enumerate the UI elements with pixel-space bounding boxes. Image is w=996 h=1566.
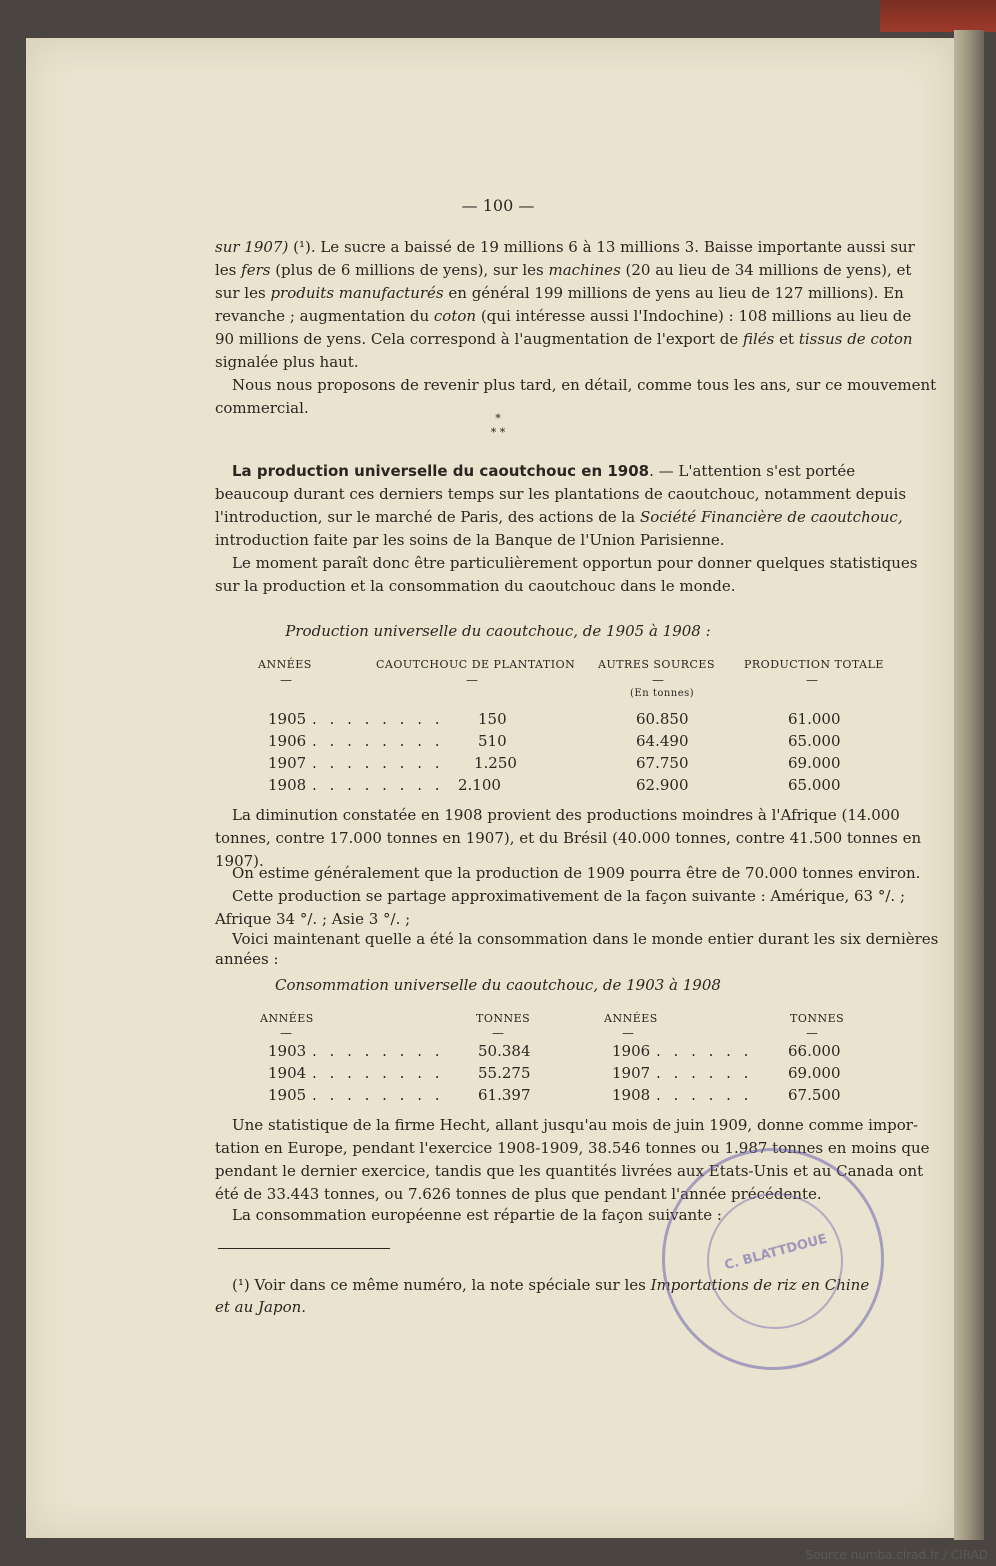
source-credit: Source numba.cirad.fr / CIRAD xyxy=(805,1548,988,1562)
page-edge xyxy=(954,30,984,1540)
footnote-line1: (¹) Voir dans ce même numéro, la note spéciale sur les Importations de riz en Chine xyxy=(232,1276,870,1294)
para1-line2: les fers (plus de 6 millions de yens), sur les machines (20 au lieu de 34 millions de yens), et xyxy=(215,261,912,279)
footnote-line2: et au Japon. xyxy=(215,1298,307,1316)
para3-line4: On estime généralement que la production de 1909 pourra être de 70.000 tonnes environ. xyxy=(232,864,921,882)
page-number: — 100 — xyxy=(461,196,535,215)
para1-line5: 90 millions de yens. Cela correspond à l'augmentation de l'export de filés et tissus de coton xyxy=(215,330,913,348)
para3-line7: Voici maintenant quelle a été la consommation dans le monde entier durant les six dernières xyxy=(232,930,939,948)
table2-header-tonnes: TONNES xyxy=(476,1012,531,1025)
section-line1: La production universelle du caoutchouc en 1908. — L'attention s'est portée xyxy=(232,462,856,480)
table1-header-autres: AUTRES SOURCES xyxy=(598,658,715,671)
book-binding xyxy=(880,0,996,32)
section-heading: La production universelle du caoutchouc en 1908 xyxy=(232,462,650,480)
para3-line1: La diminution constatée en 1908 provient des productions moindres à l'Afrique (14.000 xyxy=(232,806,900,824)
para2-line2: commercial. xyxy=(215,399,309,417)
para3-line8: années : xyxy=(215,950,279,968)
section-line3: l'introduction, sur le marché de Paris, des actions de la Société Financière de caoutchouc, xyxy=(215,508,903,526)
table1-dash: — xyxy=(466,673,478,687)
para3-line5: Cette production se partage approximativement de la façon suivante : Amérique, 63 °/. ; xyxy=(232,887,906,905)
table1-header-annees: ANNÉES xyxy=(258,658,312,671)
section-line5: Le moment paraît donc être particulièrement opportun pour donner quelques statistiques xyxy=(232,554,918,572)
table2-header-tonnes-2: TONNES xyxy=(790,1012,845,1025)
table1-unit-note: (En tonnes) xyxy=(630,688,695,699)
table1-title: Production universelle du caoutchouc, de 1905 à 1908 : xyxy=(285,622,711,640)
footnote-rule xyxy=(218,1248,390,1249)
section-line4: introduction faite par les soins de la Banque de l'Union Parisienne. xyxy=(215,531,725,549)
stamp-text: C. BLATTDOUE xyxy=(722,1231,829,1274)
para1-line3: sur les produits manufacturés en général 199 millions de yens au lieu de 127 millions). En xyxy=(215,284,904,302)
asterism-top: * xyxy=(495,412,501,425)
table2-dash: — xyxy=(280,1026,292,1040)
para4-line2: tation en Europe, pendant l'exercice 1908-1909, 38.546 tonnes ou 1.987 tonnes en moins que xyxy=(215,1139,930,1157)
table2-dash: — xyxy=(492,1026,504,1040)
para4-line5: La consommation européenne est répartie de la façon suivante : xyxy=(232,1206,722,1224)
table2-dash: — xyxy=(806,1026,818,1040)
para3-line2: tonnes, contre 17.000 tonnes en 1907), et du Brésil (40.000 tonnes, contre 41.500 tonnes en xyxy=(215,829,922,847)
para3-line3: 1907). xyxy=(215,852,264,870)
para1-line1: sur 1907) (¹). Le sucre a baissé de 19 millions 6 à 13 millions 3. Baisse importante aussi sur xyxy=(215,238,915,256)
table1-dash: — xyxy=(280,673,292,687)
para2-line1: Nous nous proposons de revenir plus tard, en détail, comme tous les ans, sur ce mouvement xyxy=(232,376,937,394)
para1-line4: revanche ; augmentation du coton (qui intéresse aussi l'Indochine) : 108 millions au lieu de xyxy=(215,307,912,325)
table2-header-annees-2: ANNÉES xyxy=(604,1012,658,1025)
table2-title: Consommation universelle du caoutchouc, de 1903 à 1908 xyxy=(275,976,721,994)
table1-header-total: PRODUCTION TOTALE xyxy=(744,658,884,671)
section-line2: beaucoup durant ces derniers temps sur les plantations de caoutchouc, notamment depuis xyxy=(215,485,907,503)
table1-dash: — xyxy=(806,673,818,687)
table1-header-plantation: CAOUTCHOUC DE PLANTATION xyxy=(376,658,576,671)
para4-line3: pendant le dernier exercice, tandis que les quantités livrées aux Etats-Unis et au Canada ont xyxy=(215,1162,924,1180)
section-line6: sur la production et la consommation du caoutchouc dans le monde. xyxy=(215,577,736,595)
para1-line6: signalée plus haut. xyxy=(215,353,359,371)
para4-line4: été de 33.443 tonnes, ou 7.626 tonnes de plus que pendant l'année précédente. xyxy=(215,1185,822,1203)
table2-dash: — xyxy=(622,1026,634,1040)
para4-line1: Une statistique de la firme Hecht, allant jusqu'au mois de juin 1909, donne comme impor- xyxy=(232,1116,918,1134)
para3-line6: Afrique 34 °/. ; Asie 3 °/. ; xyxy=(215,910,411,928)
table1-dash: — xyxy=(652,673,664,687)
library-stamp xyxy=(662,1148,884,1370)
asterism-bottom: * * xyxy=(490,426,506,439)
table2-header-annees: ANNÉES xyxy=(260,1012,314,1025)
